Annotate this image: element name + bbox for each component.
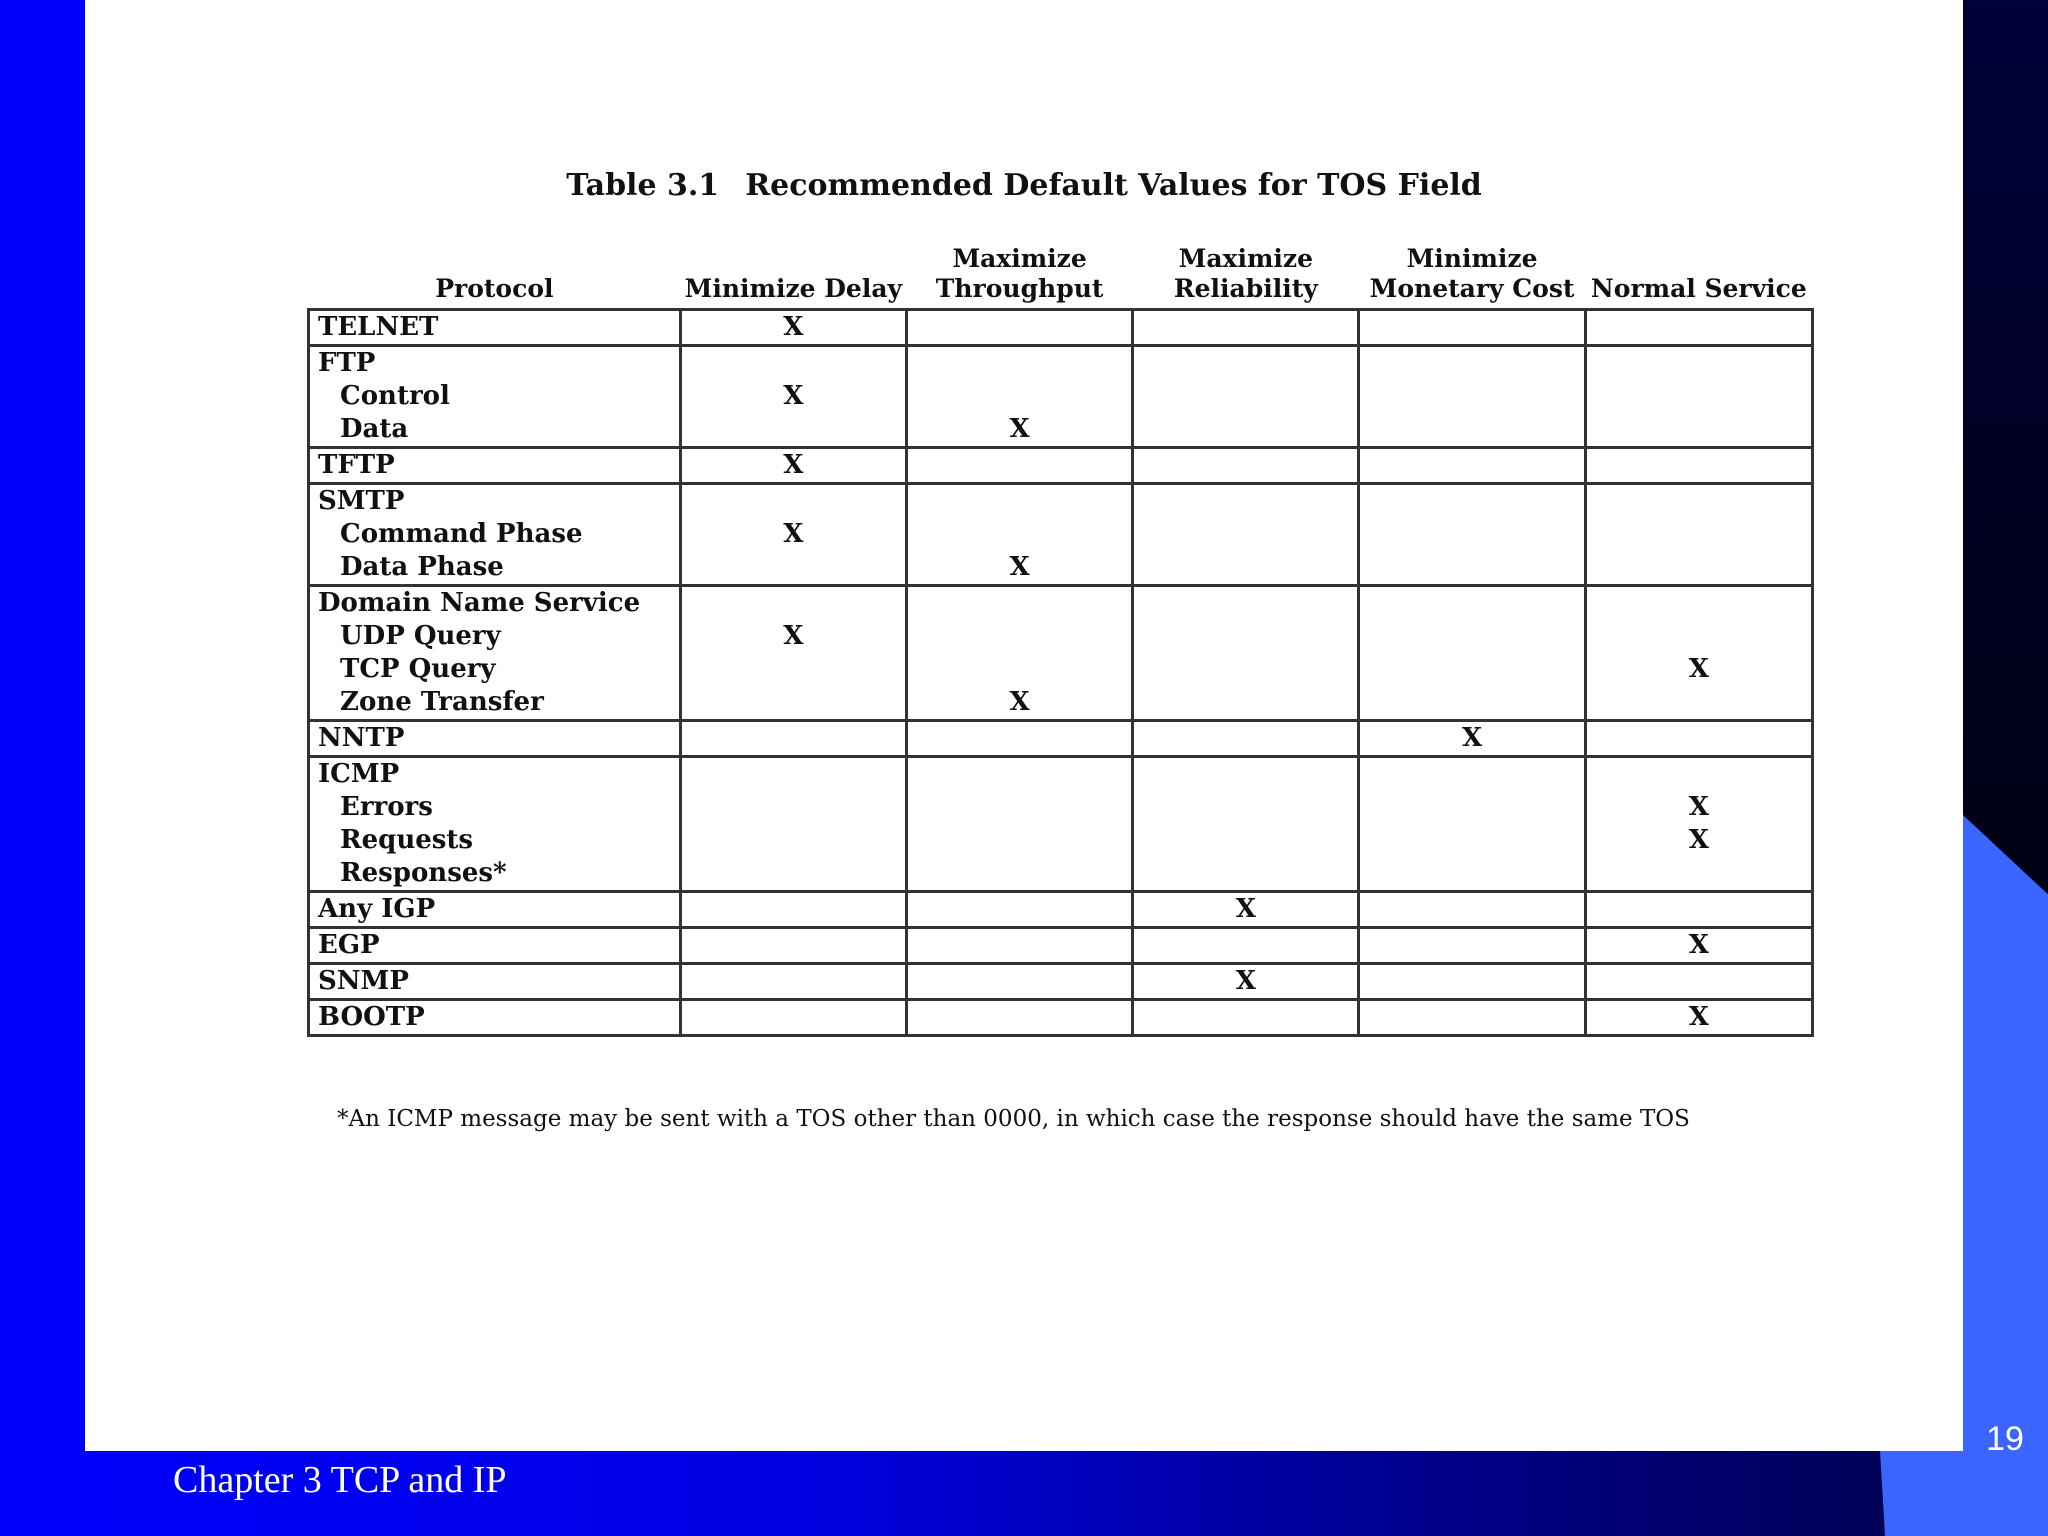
tos-cell	[1585, 892, 1812, 928]
tos-cell	[680, 484, 906, 586]
protocol-cell	[309, 346, 681, 448]
tos-mark	[1587, 587, 1811, 620]
tos-mark	[908, 653, 1131, 686]
tos-mark	[682, 893, 905, 926]
tos-mark: X	[1688, 792, 1709, 822]
protocol-label: Data Phase	[340, 552, 504, 582]
tos-mark	[1587, 347, 1811, 380]
tos-cell	[1133, 1000, 1359, 1036]
tos-mark: X	[1009, 552, 1030, 582]
tos-cell	[906, 346, 1132, 448]
tos-mark	[1587, 758, 1811, 791]
tos-cell	[1585, 1000, 1812, 1036]
table-header-row	[309, 244, 1813, 310]
tos-cell	[1585, 964, 1812, 1000]
tos-cell	[1133, 586, 1359, 721]
tos-mark	[1587, 413, 1811, 446]
tos-mark	[1360, 791, 1583, 824]
tos-cell	[906, 964, 1132, 1000]
tos-cell	[906, 1000, 1132, 1036]
tos-mark	[682, 758, 905, 791]
tos-cell	[1133, 484, 1359, 586]
tos-mark	[1360, 311, 1583, 344]
tos-mark	[1134, 518, 1357, 551]
tos-cell	[1359, 964, 1585, 1000]
tos-mark	[1360, 347, 1583, 380]
tos-cell	[1585, 757, 1812, 892]
tos-mark	[1134, 620, 1357, 653]
tos-mark	[682, 824, 905, 857]
tos-cell	[1585, 928, 1812, 964]
tos-mark	[1134, 485, 1357, 518]
protocol-cell	[309, 928, 681, 964]
protocol-label: TFTP	[318, 450, 395, 480]
tos-cell	[1359, 1000, 1585, 1036]
tos-cell	[680, 448, 906, 484]
table-row	[309, 1000, 1813, 1036]
tos-cell	[1359, 586, 1585, 721]
tos-cell	[680, 310, 906, 346]
tos-mark	[1134, 791, 1357, 824]
tos-cell	[1359, 892, 1585, 928]
tos-mark: X	[1688, 654, 1709, 684]
table-row	[309, 484, 1813, 586]
tos-mark: X	[1235, 966, 1256, 996]
tos-cell	[1585, 346, 1812, 448]
tos-mark	[908, 347, 1131, 380]
tos-mark	[1587, 893, 1811, 926]
table-row	[309, 721, 1813, 757]
tos-mark: X	[1688, 930, 1709, 960]
column-header: Minimize Delay	[684, 274, 903, 303]
protocol-label: BOOTP	[318, 1002, 425, 1032]
tos-mark	[682, 791, 905, 824]
protocol-label: Errors	[340, 792, 433, 822]
footer-title: Chapter 3 TCP and IP	[173, 1459, 507, 1501]
tos-mark	[1134, 857, 1357, 890]
tos-mark	[1134, 824, 1357, 857]
tos-mark	[908, 893, 1131, 926]
tos-mark	[1360, 965, 1583, 998]
tos-mark	[682, 1001, 905, 1034]
tos-mark	[682, 686, 905, 719]
tos-cell	[680, 586, 906, 721]
tos-mark	[1360, 1001, 1583, 1034]
table-body	[309, 310, 1813, 1036]
tos-cell	[906, 310, 1132, 346]
tos-cell	[1133, 892, 1359, 928]
tos-mark	[1360, 551, 1583, 584]
protocol-cell	[309, 310, 681, 346]
tos-mark: X	[1688, 1002, 1709, 1032]
column-header: Maximize Reliability	[1173, 244, 1318, 303]
tos-mark	[682, 413, 905, 446]
table-row	[309, 448, 1813, 484]
tos-cell	[680, 721, 906, 757]
tos-mark	[1587, 551, 1811, 584]
footnote: *An ICMP message may be sent with a TOS other than 0000, in which case the response should have the same TOS	[337, 1106, 1690, 1132]
column-header: Normal Service	[1590, 274, 1807, 303]
tos-mark	[1587, 311, 1811, 344]
tos-mark	[908, 587, 1131, 620]
tos-mark	[682, 347, 905, 380]
protocol-label: EGP	[318, 930, 380, 960]
protocol-label: Data	[340, 414, 409, 444]
tos-cell	[1359, 484, 1585, 586]
protocol-label: Any IGP	[318, 894, 436, 924]
protocol-cell	[309, 586, 681, 721]
tos-mark	[682, 722, 905, 755]
tos-mark	[1360, 824, 1583, 857]
page-number: 19	[1986, 1420, 2024, 1458]
tos-cell	[906, 586, 1132, 721]
tos-mark	[908, 929, 1131, 962]
tos-mark	[1360, 929, 1583, 962]
tos-cell	[680, 346, 906, 448]
tos-mark	[682, 965, 905, 998]
table-row	[309, 310, 1813, 346]
protocol-label: FTP	[318, 348, 376, 378]
protocol-cell	[309, 757, 681, 892]
tos-cell	[1133, 964, 1359, 1000]
tos-mark	[908, 791, 1131, 824]
tos-cell	[1585, 448, 1812, 484]
tos-cell	[1359, 928, 1585, 964]
tos-mark	[1587, 620, 1811, 653]
tos-mark	[908, 620, 1131, 653]
protocol-cell	[309, 892, 681, 928]
tos-cell	[1359, 721, 1585, 757]
tos-cell	[1133, 757, 1359, 892]
tos-mark	[1360, 587, 1583, 620]
tos-mark	[1587, 518, 1811, 551]
tos-cell	[906, 892, 1132, 928]
table-title-text: Recommended Default Values for TOS Field	[745, 168, 1482, 203]
tos-mark	[1134, 413, 1357, 446]
tos-cell	[906, 448, 1132, 484]
tos-mark	[908, 1001, 1131, 1034]
tos-mark	[1360, 518, 1583, 551]
tos-mark	[908, 758, 1131, 791]
tos-mark	[908, 485, 1131, 518]
tos-cell	[906, 721, 1132, 757]
protocol-cell	[309, 721, 681, 757]
tos-cell	[1359, 448, 1585, 484]
tos-cell	[1133, 346, 1359, 448]
column-header: Maximize Throughput	[935, 244, 1104, 303]
tos-mark	[1134, 551, 1357, 584]
slide-content	[85, 0, 1963, 1451]
tos-cell	[906, 757, 1132, 892]
tos-cell	[1359, 310, 1585, 346]
tos-mark: X	[783, 381, 804, 411]
tos-mark	[682, 857, 905, 890]
protocol-cell	[309, 1000, 681, 1036]
table-number: Table 3.1	[566, 168, 720, 203]
tos-mark	[1360, 857, 1583, 890]
tos-mark	[682, 485, 905, 518]
tos-mark: X	[1009, 687, 1030, 717]
tos-mark	[1360, 893, 1583, 926]
protocol-label: SNMP	[318, 966, 409, 996]
tos-cell	[680, 928, 906, 964]
tos-mark	[1134, 929, 1357, 962]
protocol-label: Domain Name Service	[318, 588, 641, 618]
tos-mark	[682, 929, 905, 962]
protocol-label: TCP Query	[340, 654, 496, 684]
table-title	[85, 168, 1963, 203]
protocol-label: Responses*	[340, 858, 507, 888]
tos-mark: X	[783, 519, 804, 549]
tos-mark: X	[783, 621, 804, 651]
tos-mark	[1360, 758, 1583, 791]
tos-mark	[1360, 653, 1583, 686]
protocol-label: NNTP	[318, 723, 405, 753]
table-row	[309, 928, 1813, 964]
table-row	[309, 586, 1813, 721]
tos-mark	[908, 380, 1131, 413]
tos-mark: X	[1009, 414, 1030, 444]
tos-mark	[1360, 449, 1583, 482]
tos-mark	[1587, 965, 1811, 998]
tos-cell	[1585, 484, 1812, 586]
table-row	[309, 346, 1813, 448]
tos-mark	[1134, 722, 1357, 755]
tos-mark	[908, 857, 1131, 890]
tos-mark: X	[1235, 894, 1256, 924]
table-row	[309, 964, 1813, 1000]
tos-cell	[1359, 346, 1585, 448]
tos-mark	[682, 551, 905, 584]
tos-cell	[1585, 586, 1812, 721]
tos-cell	[906, 484, 1132, 586]
protocol-label: Control	[340, 381, 450, 411]
tos-mark	[908, 311, 1131, 344]
tos-mark: X	[1461, 723, 1483, 753]
column-header: Protocol	[435, 274, 554, 303]
tos-mark	[1587, 485, 1811, 518]
tos-mark	[1134, 1001, 1357, 1034]
protocol-label: SMTP	[318, 486, 405, 516]
tos-mark	[1587, 449, 1811, 482]
protocol-cell	[309, 484, 681, 586]
tos-mark	[682, 587, 905, 620]
tos-mark	[1587, 686, 1811, 719]
tos-cell	[906, 928, 1132, 964]
tos-cell	[1133, 721, 1359, 757]
tos-mark	[1134, 587, 1357, 620]
tos-cell	[680, 757, 906, 892]
tos-cell	[680, 964, 906, 1000]
tos-cell	[1585, 721, 1812, 757]
tos-mark	[1360, 413, 1583, 446]
protocol-label: UDP Query	[340, 621, 501, 651]
tos-mark	[1134, 347, 1357, 380]
tos-cell	[1585, 310, 1812, 346]
tos-mark	[1587, 380, 1811, 413]
table-row	[309, 892, 1813, 928]
tos-cell	[1133, 448, 1359, 484]
tos-cell	[1133, 310, 1359, 346]
tos-mark	[1360, 485, 1583, 518]
protocol-label: Command Phase	[340, 519, 583, 549]
tos-mark	[908, 518, 1131, 551]
tos-cell	[1359, 757, 1585, 892]
tos-mark	[1134, 686, 1357, 719]
protocol-label: Requests	[340, 825, 474, 855]
tos-mark	[908, 722, 1131, 755]
tos-mark: X	[1688, 825, 1709, 855]
tos-mark	[1134, 653, 1357, 686]
tos-mark: X	[783, 312, 804, 342]
tos-mark	[1134, 311, 1357, 344]
protocol-cell	[309, 448, 681, 484]
tos-mark	[1134, 380, 1357, 413]
tos-mark: X	[783, 450, 804, 480]
tos-mark	[908, 449, 1131, 482]
protocol-label: Zone Transfer	[340, 687, 544, 717]
tos-mark	[1134, 758, 1357, 791]
tos-mark	[1134, 449, 1357, 482]
tos-mark	[1360, 380, 1583, 413]
tos-table	[307, 244, 1814, 1037]
page-number-block	[1880, 1451, 2048, 1536]
tos-mark	[1587, 857, 1811, 890]
protocol-label: ICMP	[318, 759, 400, 789]
tos-mark	[908, 824, 1131, 857]
tos-cell	[680, 1000, 906, 1036]
tos-cell	[680, 892, 906, 928]
table-row	[309, 757, 1813, 892]
tos-mark	[1360, 686, 1583, 719]
tos-mark	[1587, 722, 1811, 755]
tos-mark	[908, 965, 1131, 998]
tos-mark	[682, 653, 905, 686]
column-header: Minimize Monetary Cost	[1369, 244, 1575, 303]
protocol-label: TELNET	[318, 312, 439, 342]
tos-mark	[1360, 620, 1583, 653]
tos-cell	[1133, 928, 1359, 964]
protocol-cell	[309, 964, 681, 1000]
